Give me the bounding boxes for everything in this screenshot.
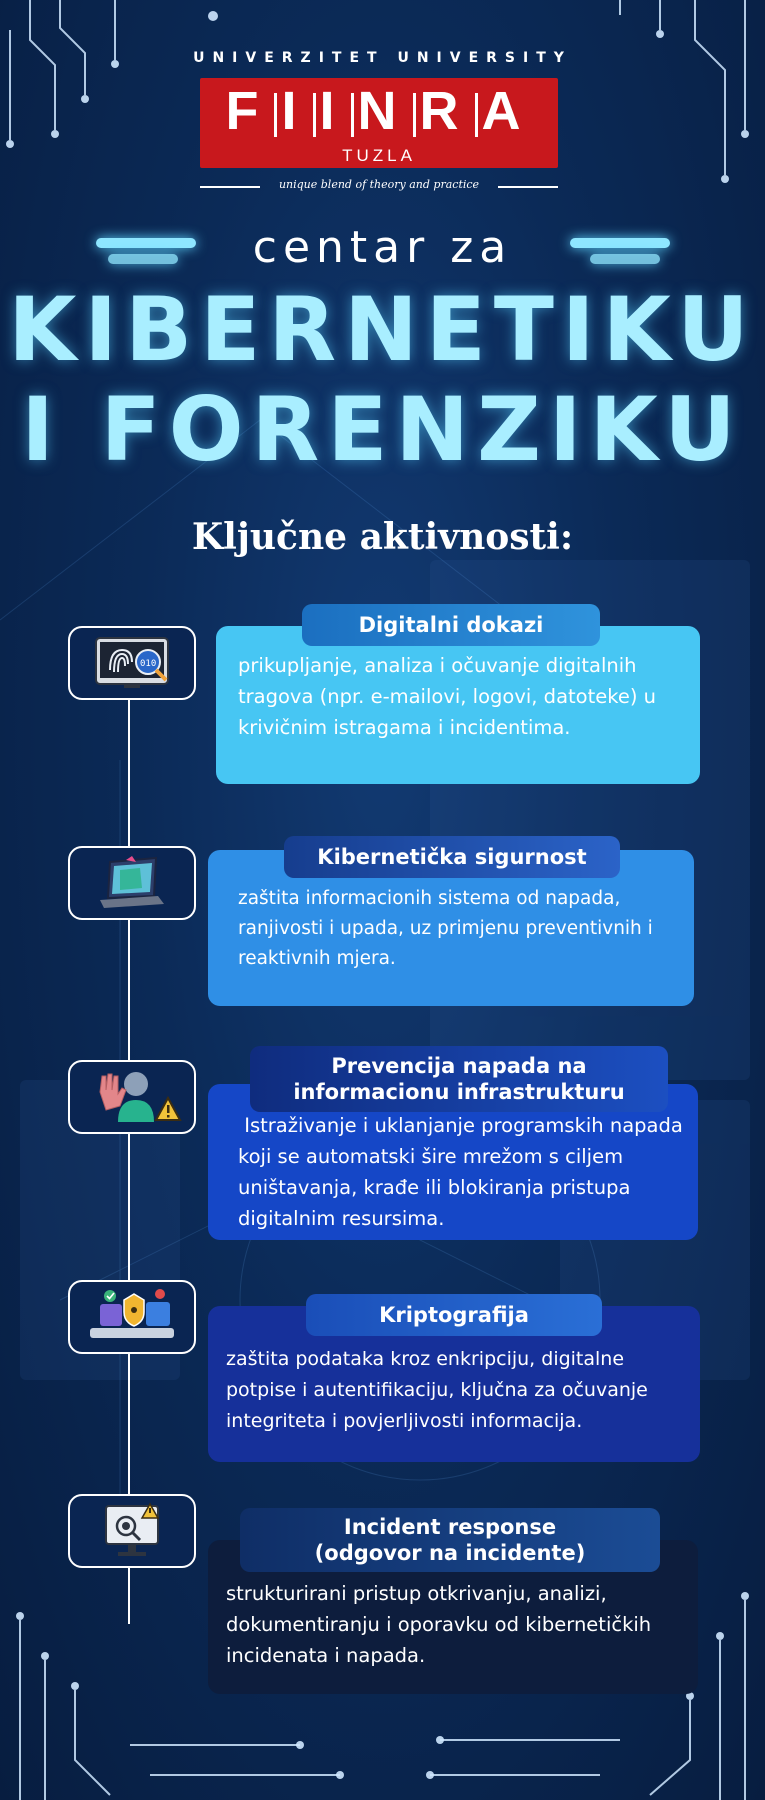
svg-text:010: 010 (140, 659, 157, 669)
hand-warning-icon (70, 1062, 194, 1132)
main-title-line2: I FORENZIKU (21, 378, 744, 481)
lock-network-icon (70, 1282, 194, 1352)
logo-divider (313, 93, 316, 137)
activity-title-3 (250, 1046, 668, 1112)
activity-title-text: Digitalni dokazi (358, 613, 544, 637)
timeline-connector (128, 1350, 130, 1494)
main-title-line1: KIBERNETIKU (8, 278, 757, 381)
fingerprint-icon (70, 628, 194, 698)
activity-node-3 (68, 1060, 196, 1134)
logo-letter: F (225, 81, 271, 141)
activity-title-text: Incident response (343, 1515, 557, 1539)
activity-title-text: Kibernetička sigurnost (317, 845, 587, 869)
title-accent-right (570, 238, 670, 248)
activity-text-3: Istraživanje i uklanjanje programskih napada koji se automatski šire mrežom s ciljem uništavanja, krađe ili blokiranja pristupa digitalnim resursima. (238, 1114, 690, 1230)
activity-node-4 (68, 1280, 196, 1354)
tagline-rule-right (498, 186, 558, 188)
activity-text-5: strukturirani pristup otkrivanju, analizi, dokumentiranju i oporavku od kibernetičkih incidenata i napada. (226, 1582, 652, 1667)
laptop-shield-icon (70, 848, 194, 918)
activity-text-1: prikupljanje, analiza i očuvanje digitalnih tragova (npr. e-mailovi, logovi, datoteke) u krivičnim istragama i incidentima. (238, 654, 656, 739)
activity-title-text: Kriptografija (379, 1303, 529, 1327)
activity-text-4: zaštita podataka kroz enkripciju, digitalne potpise i autentifikaciju, ključna za očuvanje integriteta i povjerljivosti informacija. (226, 1348, 648, 1432)
activity-title-5 (240, 1508, 660, 1572)
timeline-connector (128, 696, 130, 846)
activity-title-text: informacionu infrastrukturu (293, 1080, 625, 1104)
logo-text (200, 80, 558, 142)
activity-text-2: zaštita informacionih sistema od napada, ranjivosti i upada, uz primjenu preventivnih i reaktivnih mjera. (238, 888, 653, 969)
title-accent-right-2 (590, 254, 660, 264)
logo-divider (274, 93, 277, 137)
activity-title-text: Prevencija napada na (331, 1054, 587, 1078)
logo-letter: A (481, 81, 533, 141)
logo-divider (351, 93, 354, 137)
activity-node-2 (68, 846, 196, 920)
logo-divider (475, 93, 478, 137)
activity-title-1 (302, 604, 600, 646)
tagline: unique blend of theory and practice (278, 178, 480, 191)
activity-node-5 (68, 1494, 196, 1568)
logo-divider (413, 93, 416, 137)
activity-title-text: (odgovor na incidente) (314, 1541, 586, 1565)
logo-letter: I (319, 81, 347, 141)
logo-letter: N (357, 81, 409, 141)
timeline-connector (128, 1130, 130, 1280)
title-prefix: centar za (252, 222, 513, 273)
logo-letter: I (281, 81, 309, 141)
section-heading: Ključne aktivnosti: (191, 516, 574, 558)
logo-city: TUZLA (342, 146, 416, 165)
activity-title-4 (306, 1294, 602, 1336)
monitor-bug-icon (70, 1496, 194, 1566)
activity-node-1 (68, 626, 196, 700)
logo-letter: R (419, 81, 471, 141)
timeline-connector (128, 1564, 130, 1624)
timeline-connector (128, 916, 130, 1060)
activity-title-2 (284, 836, 620, 878)
university-label: UNIVERZITET UNIVERSITY (193, 50, 572, 66)
